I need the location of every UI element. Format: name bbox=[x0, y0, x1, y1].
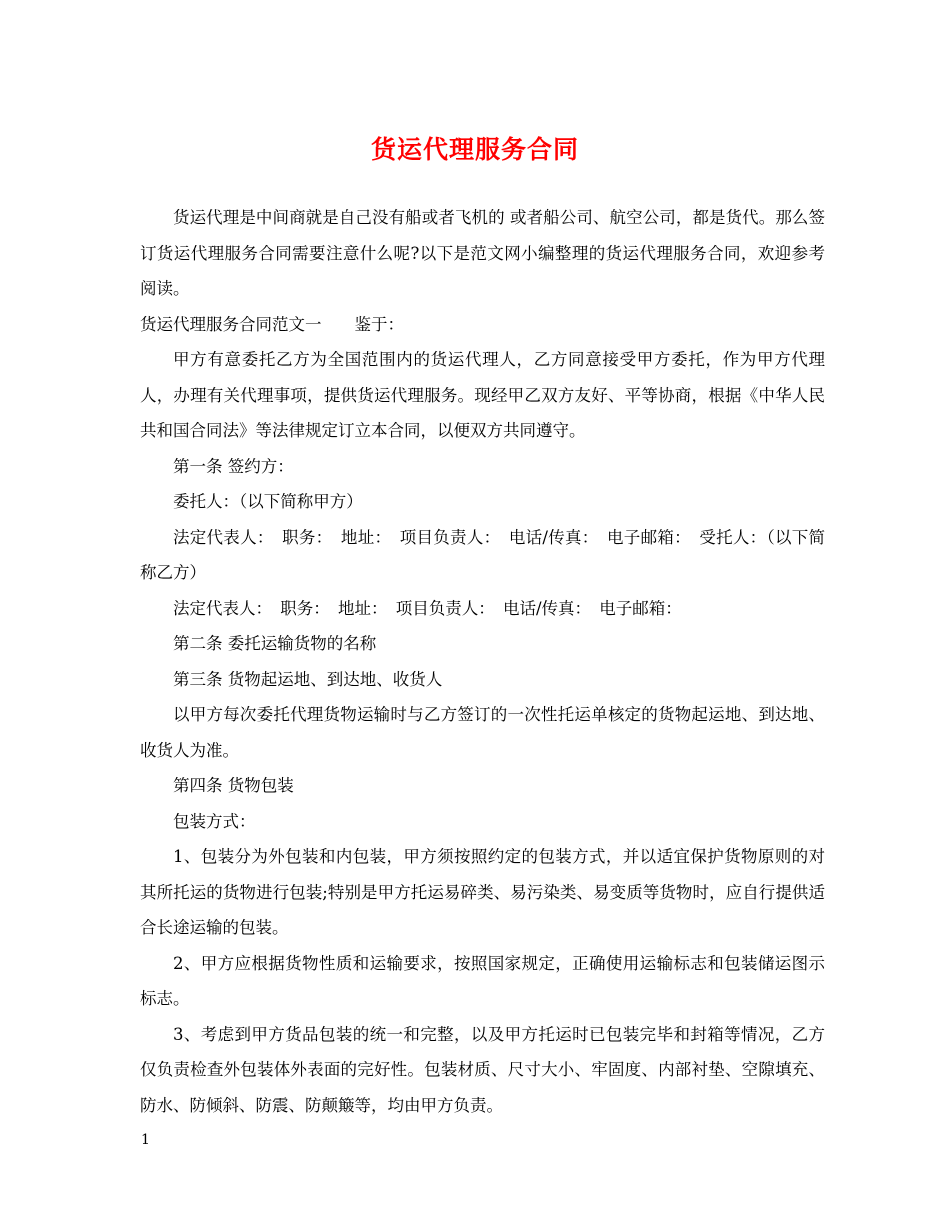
packaging-method-line: 包装方式： bbox=[173, 811, 256, 831]
article-1-heading: 第一条 签约方： bbox=[173, 456, 294, 476]
whereas-paragraph: 甲方有意委托乙方为全国范围内的货运代理人，乙方同意接受甲方委托，作为甲方代理人，办理有关代理事项，提供货运代理服务。现经甲乙双方友好、平等协商，根据《中华人民共和国合同法》等法律规定订立本合同，以便双方共同遵守。 bbox=[140, 350, 825, 440]
document-body bbox=[140, 200, 825, 1123]
article-4-heading: 第四条 货物包装 bbox=[173, 776, 294, 795]
packaging-item-1: 1、包装分为外包装和内包装，甲方须按照约定的包装方式，并以适宜保护货物原则的对其所托运的货物进行包装;特别是甲方托运易碎类、易污染类、易变质等货物时，应自行提供适合长途运输的包装。 bbox=[140, 847, 825, 937]
principal-details-line: 法定代表人： 职务： 地址： 项目负责人： 电话/传真： 电子邮箱： 受托人：（以下简称乙方） bbox=[140, 527, 825, 582]
intro-paragraph: 货运代理是中间商就是自己没有船或者飞机的 或者船公司、航空公司，都是货代。那么签订货运代理服务合同需要注意什么呢?以下是范文网小编整理的货运代理服务合同，欢迎参考阅读。 bbox=[140, 208, 825, 298]
article-3-heading: 第三条 货物起运地、到达地、收货人 bbox=[173, 669, 443, 689]
packaging-item-2: 2、甲方应根据货物性质和运输要求，按照国家规定，正确使用运输标志和包装储运图示标志。 bbox=[140, 953, 825, 1008]
page-number: 1 bbox=[141, 1132, 150, 1148]
packaging-item-3: 3、考虑到甲方货品包装的统一和完整，以及甲方托运时已包装完毕和封箱等情况，乙方仅负责检查外包装体外表面的完好性。包装材质、尺寸大小、牢固度、内部衬垫、空隙填充、防水、防倾斜、防震、防颠簸等，均由甲方负责。 bbox=[140, 1024, 825, 1115]
principal-line: 委托人：（以下简称甲方） bbox=[173, 492, 363, 511]
document-title: 货运代理服务合同 bbox=[370, 135, 579, 164]
article-2-heading: 第二条 委托运输货物的名称 bbox=[173, 634, 377, 653]
article-3-paragraph: 以甲方每次委托代理货物运输时与乙方签订的一次性托运单核定的货物起运地、到达地、收货人为准。 bbox=[140, 705, 825, 760]
sample-heading: 货运代理服务合同范文一 鉴于： bbox=[140, 314, 404, 334]
agent-details-line: 法定代表人： 职务： 地址： 项目负责人： 电话/传真： 电子邮箱： bbox=[173, 598, 682, 618]
